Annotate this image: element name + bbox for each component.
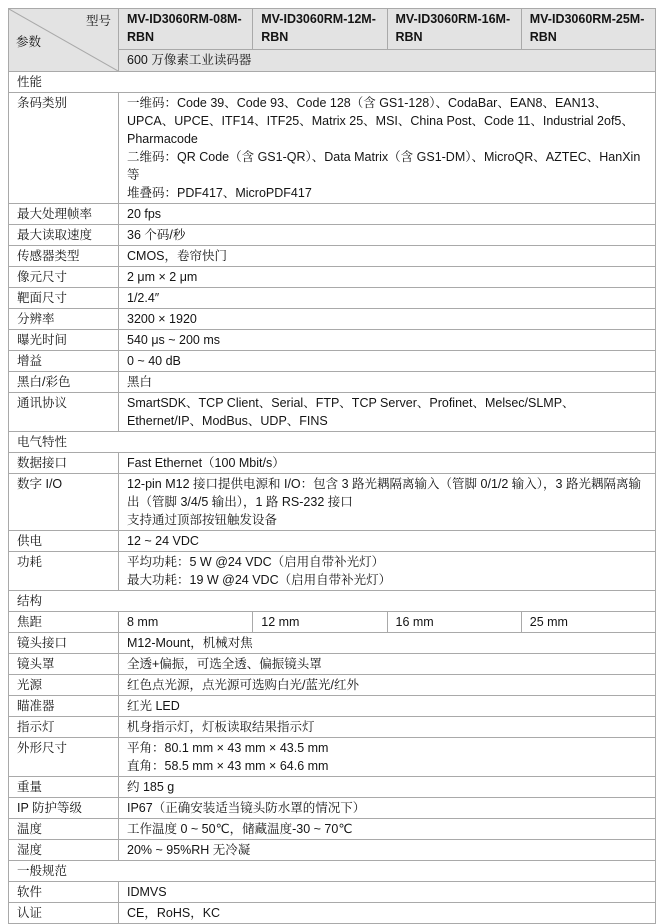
spec-label: 增益 <box>9 351 119 372</box>
spec-row <box>9 840 656 861</box>
spec-value-line: IP67（正确安装适当镜头防水罩的情况下） <box>127 801 366 815</box>
spec-row <box>9 93 656 204</box>
spec-row <box>9 474 656 531</box>
spec-value-line: 红光 LED <box>127 699 180 713</box>
section-title: 电气特性 <box>9 432 656 453</box>
spec-value-line: 黑白 <box>127 375 153 389</box>
spec-value-line: 3200 × 1920 <box>127 312 197 326</box>
model-name: MV-ID3060RM-08M-RBN <box>119 9 253 50</box>
spec-value <box>119 246 656 267</box>
spec-row <box>9 225 656 246</box>
spec-value-line: 一维码：Code 39、Code 93、Code 128（含 GS1-128）、CodaBar、EAN8、EAN13、UPCA、UPCE、ITF14、ITF25、Matrix 25、MSI、China Post、Code 11、Industrial 2of5、Pharmacode <box>127 96 634 146</box>
spec-row <box>9 531 656 552</box>
spec-value-line: 540 μs ~ 200 ms <box>127 333 221 347</box>
spec-value-line: 12-pin M12 接口提供电源和 I/O：包含 3 路光耦隔离输入（管脚 0/1/2 输入），3 路光耦隔离输出（管脚 3/4/5 输出），1 路 RS-232 接口 <box>127 477 641 509</box>
spec-label: 最大处理帧率 <box>9 204 119 225</box>
spec-value-line: 直角：58.5 mm × 43 mm × 64.6 mm <box>127 759 329 773</box>
spec-row <box>9 903 656 924</box>
corner-label-model: 型号 <box>85 14 111 28</box>
spec-value <box>119 351 656 372</box>
spec-value-cell: 25 mm <box>521 612 655 633</box>
spec-row <box>9 633 656 654</box>
spec-row <box>9 204 656 225</box>
spec-value-line: 堆叠码：PDF417、MicroPDF417 <box>127 186 312 200</box>
spec-value <box>119 882 656 903</box>
spec-row <box>9 453 656 474</box>
spec-label: 镜头罩 <box>9 654 119 675</box>
spec-value-line: 工作温度 0 ~ 50℃，储藏温度-30 ~ 70℃ <box>127 822 353 836</box>
spec-label: 像元尺寸 <box>9 267 119 288</box>
spec-value <box>119 675 656 696</box>
spec-table <box>8 8 656 924</box>
spec-value-line: 红色点光源，点光源可选购白光/蓝光/红外 <box>127 678 359 692</box>
spec-label: 条码类别 <box>9 93 119 204</box>
spec-label: 数字 I/O <box>9 474 119 531</box>
spec-label: 湿度 <box>9 840 119 861</box>
spec-label: 最大读取速度 <box>9 225 119 246</box>
spec-value <box>119 777 656 798</box>
spec-value-line: 平均功耗：5 W @24 VDC（启用自带补光灯） <box>127 555 385 569</box>
spec-label: 光源 <box>9 675 119 696</box>
spec-value-line: 2 μm × 2 μm <box>127 270 198 284</box>
spec-value-line: 全透+偏振，可选全透、偏振镜头罩 <box>127 657 322 671</box>
spec-row <box>9 351 656 372</box>
spec-value <box>119 552 656 591</box>
spec-value-line: CMOS，卷帘快门 <box>127 249 228 263</box>
spec-value <box>119 633 656 654</box>
spec-row <box>9 696 656 717</box>
corner-cell <box>9 9 119 72</box>
spec-value-line: 机身指示灯，灯板读取结果指示灯 <box>127 720 315 734</box>
spec-value <box>119 654 656 675</box>
spec-value-line: 最大功耗：19 W @24 VDC（启用自带补光灯） <box>127 573 392 587</box>
corner-label-parameter: 参数 <box>16 35 42 49</box>
product-subtitle: 600 万像素工业读码器 <box>119 49 656 71</box>
spec-row <box>9 717 656 738</box>
spec-label: 供电 <box>9 531 119 552</box>
spec-row <box>9 552 656 591</box>
spec-value-line: 20% ~ 95%RH 无冷凝 <box>127 843 251 857</box>
spec-value <box>119 225 656 246</box>
spec-value-line: 12 ~ 24 VDC <box>127 534 199 548</box>
spec-row <box>9 393 656 432</box>
spec-value <box>119 330 656 351</box>
spec-row <box>9 330 656 351</box>
section-header-row <box>9 591 656 612</box>
spec-value-line: 1/2.4″ <box>127 291 160 305</box>
section-title: 一般规范 <box>9 861 656 882</box>
model-header-row <box>9 9 656 50</box>
spec-label: 分辨率 <box>9 309 119 330</box>
spec-value <box>119 903 656 924</box>
spec-row <box>9 309 656 330</box>
spec-value-line: 约 185 g <box>127 780 175 794</box>
section-header-row <box>9 72 656 93</box>
spec-label: 焦距 <box>9 612 119 633</box>
spec-row <box>9 798 656 819</box>
section-title: 性能 <box>9 72 656 93</box>
spec-row <box>9 612 656 633</box>
spec-value <box>119 204 656 225</box>
spec-value <box>119 738 656 777</box>
spec-label: 指示灯 <box>9 717 119 738</box>
spec-value-line: CE，RoHS，KC <box>127 906 221 920</box>
spec-label: 黑白/彩色 <box>9 372 119 393</box>
spec-row <box>9 246 656 267</box>
spec-label: IP 防护等级 <box>9 798 119 819</box>
spec-label: 曝光时间 <box>9 330 119 351</box>
spec-value-line: SmartSDK、TCP Client、Serial、FTP、TCP Server、Profinet、Melsec/SLMP、Ethernet/IP、ModBus、UDP、FINS <box>127 396 575 428</box>
spec-row <box>9 738 656 777</box>
spec-row <box>9 267 656 288</box>
spec-value <box>119 267 656 288</box>
model-name: MV-ID3060RM-25M-RBN <box>521 9 655 50</box>
section-header-row <box>9 861 656 882</box>
spec-value <box>119 93 656 204</box>
spec-label: 重量 <box>9 777 119 798</box>
spec-value-cell: 16 mm <box>387 612 521 633</box>
spec-value <box>119 393 656 432</box>
spec-row <box>9 654 656 675</box>
spec-value-line: M12-Mount，机械对焦 <box>127 636 253 650</box>
spec-label: 认证 <box>9 903 119 924</box>
spec-value <box>119 840 656 861</box>
spec-value <box>119 288 656 309</box>
spec-row <box>9 777 656 798</box>
section-header-row <box>9 432 656 453</box>
spec-label: 传感器类型 <box>9 246 119 267</box>
spec-label: 温度 <box>9 819 119 840</box>
spec-label: 瞄准器 <box>9 696 119 717</box>
spec-value <box>119 531 656 552</box>
spec-value-line: 二维码：QR Code（含 GS1-QR）、Data Matrix（含 GS1-DM）、MicroQR、AZTEC、HanXin 等 <box>127 150 641 182</box>
spec-label: 数据接口 <box>9 453 119 474</box>
spec-value-line: IDMVS <box>127 885 167 899</box>
spec-value <box>119 474 656 531</box>
spec-value <box>119 717 656 738</box>
section-title: 结构 <box>9 591 656 612</box>
spec-label: 功耗 <box>9 552 119 591</box>
spec-value <box>119 453 656 474</box>
spec-value-cell: 8 mm <box>119 612 253 633</box>
spec-table-body <box>9 72 656 924</box>
spec-value-line: 20 fps <box>127 207 162 221</box>
spec-label: 镜头接口 <box>9 633 119 654</box>
spec-value-line: Fast Ethernet（100 Mbit/s） <box>127 456 285 470</box>
spec-value-line: 36 个码/秒 <box>127 228 186 242</box>
spec-value-line: 平角：80.1 mm × 43 mm × 43.5 mm <box>127 741 329 755</box>
spec-label: 外形尺寸 <box>9 738 119 777</box>
spec-value <box>119 309 656 330</box>
spec-value <box>119 798 656 819</box>
spec-value-cell: 12 mm <box>253 612 387 633</box>
spec-row <box>9 819 656 840</box>
spec-row <box>9 675 656 696</box>
spec-value-line: 0 ~ 40 dB <box>127 354 181 368</box>
spec-value-line: 支持通过顶部按钮触发设备 <box>127 513 278 527</box>
spec-value <box>119 819 656 840</box>
spec-value <box>119 696 656 717</box>
spec-label: 靶面尺寸 <box>9 288 119 309</box>
spec-value <box>119 372 656 393</box>
model-name: MV-ID3060RM-16M-RBN <box>387 9 521 50</box>
spec-row <box>9 288 656 309</box>
spec-label: 软件 <box>9 882 119 903</box>
spec-row <box>9 372 656 393</box>
model-name: MV-ID3060RM-12M-RBN <box>253 9 387 50</box>
spec-label: 通讯协议 <box>9 393 119 432</box>
spec-row <box>9 882 656 903</box>
